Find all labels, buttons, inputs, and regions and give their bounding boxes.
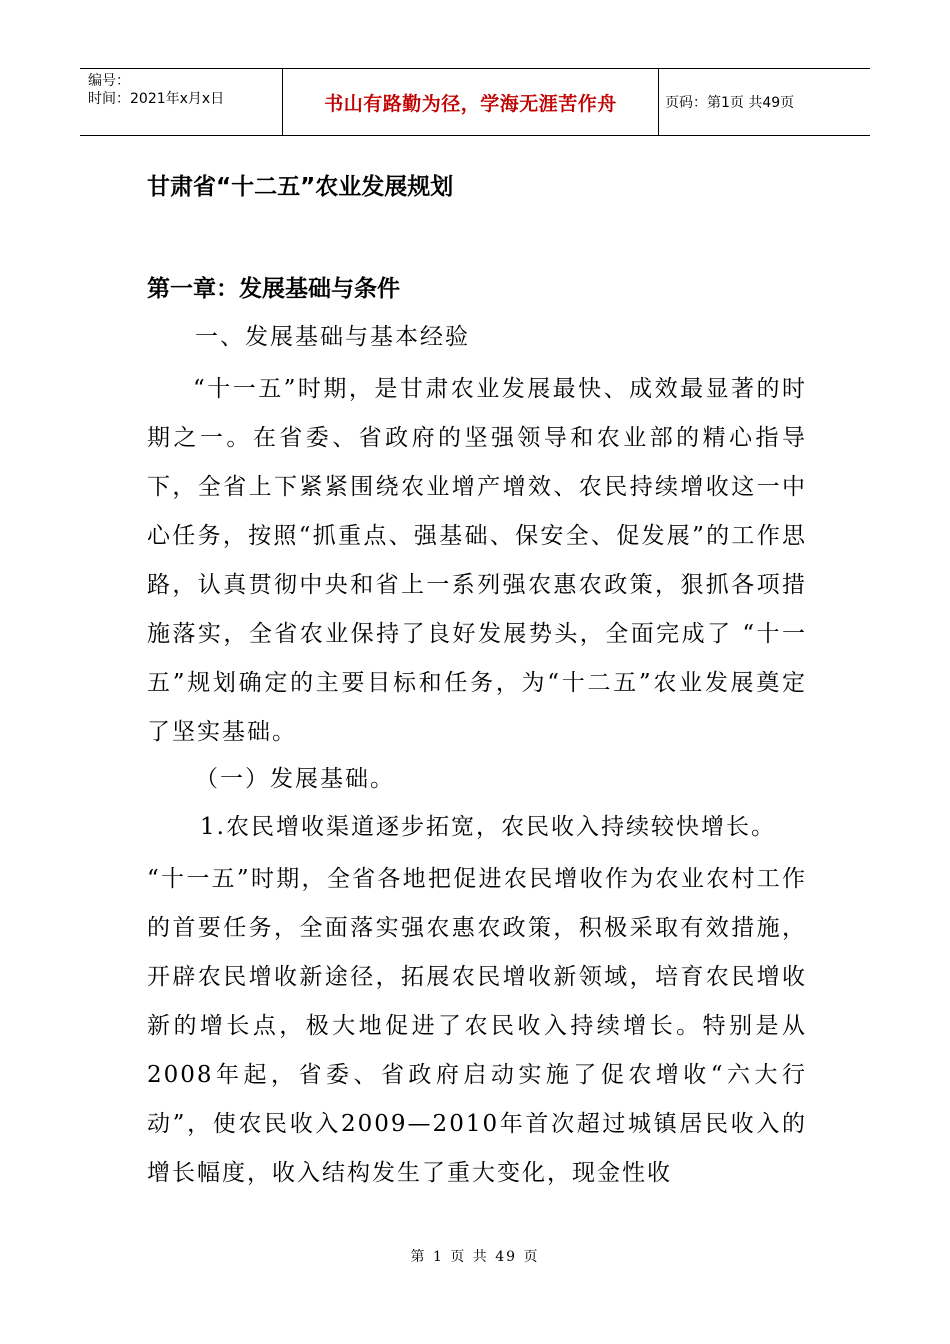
page-footer: 第 1 页 共 49 页 (410, 1249, 540, 1265)
chapter-title: 第一章：发展基础与条件 (147, 276, 400, 302)
paragraph: “十一五”时期，是甘肃农业发展最快、成效最显著的时期之一。在省委、省政府的坚强领导和农业部的精心指导下，全省上下紧紧围绕农业增产增效、农民持续增收这一中心任务，按照“抓重点、强基础、保安全、促发展”的工作思路，认真贯彻中央和省上一系列强农惠农政策，狠抓各项措施落实，全省农业保持了良好发展势头，全面完成了 “十一五”规划确定的主要目标和任务，为“十二五”农业发展奠定了坚实基础。 (147, 376, 807, 745)
paragraph: “十一五”时期，全省各地把促进农民增收作为农业农村工作的首要任务，全面落实强农惠农政策，积极采取有效措施，开辟农民增收新途径，拓展农民增收新领域，培育农民增收新的增长点，极大地促进了农民收入持续增长。特别是从2008年起，省委、省政府启动实施了促农增收“六大行动”，使农民收入2009—2010年首次超过城镇居民收入的增长幅度，收入结构发生了重大变化，现金性收 (147, 866, 807, 1186)
item-heading: 1.农民增收渠道逐步拓宽，农民收入持续较快增长。 (200, 814, 776, 840)
document-title: 甘肃省“十二五”农业发展规划 (147, 174, 454, 200)
header-table (80, 68, 870, 136)
header-page-cell (659, 69, 870, 135)
document-number-label: 编号： (88, 73, 130, 89)
header-motto-cell (283, 69, 659, 135)
section-heading: 一、发展基础与基本经验 (195, 324, 470, 350)
document-date-label: 时间：2021年x月x日 (88, 91, 225, 107)
header-motto: 书山有路勤为径，学海无涯苦作舟 (324, 92, 617, 115)
header-meta-cell (80, 69, 283, 135)
subsection-heading: （一）发展基础。 (195, 766, 395, 792)
header-page-info: 页码：第1页 共49页 (665, 95, 795, 111)
